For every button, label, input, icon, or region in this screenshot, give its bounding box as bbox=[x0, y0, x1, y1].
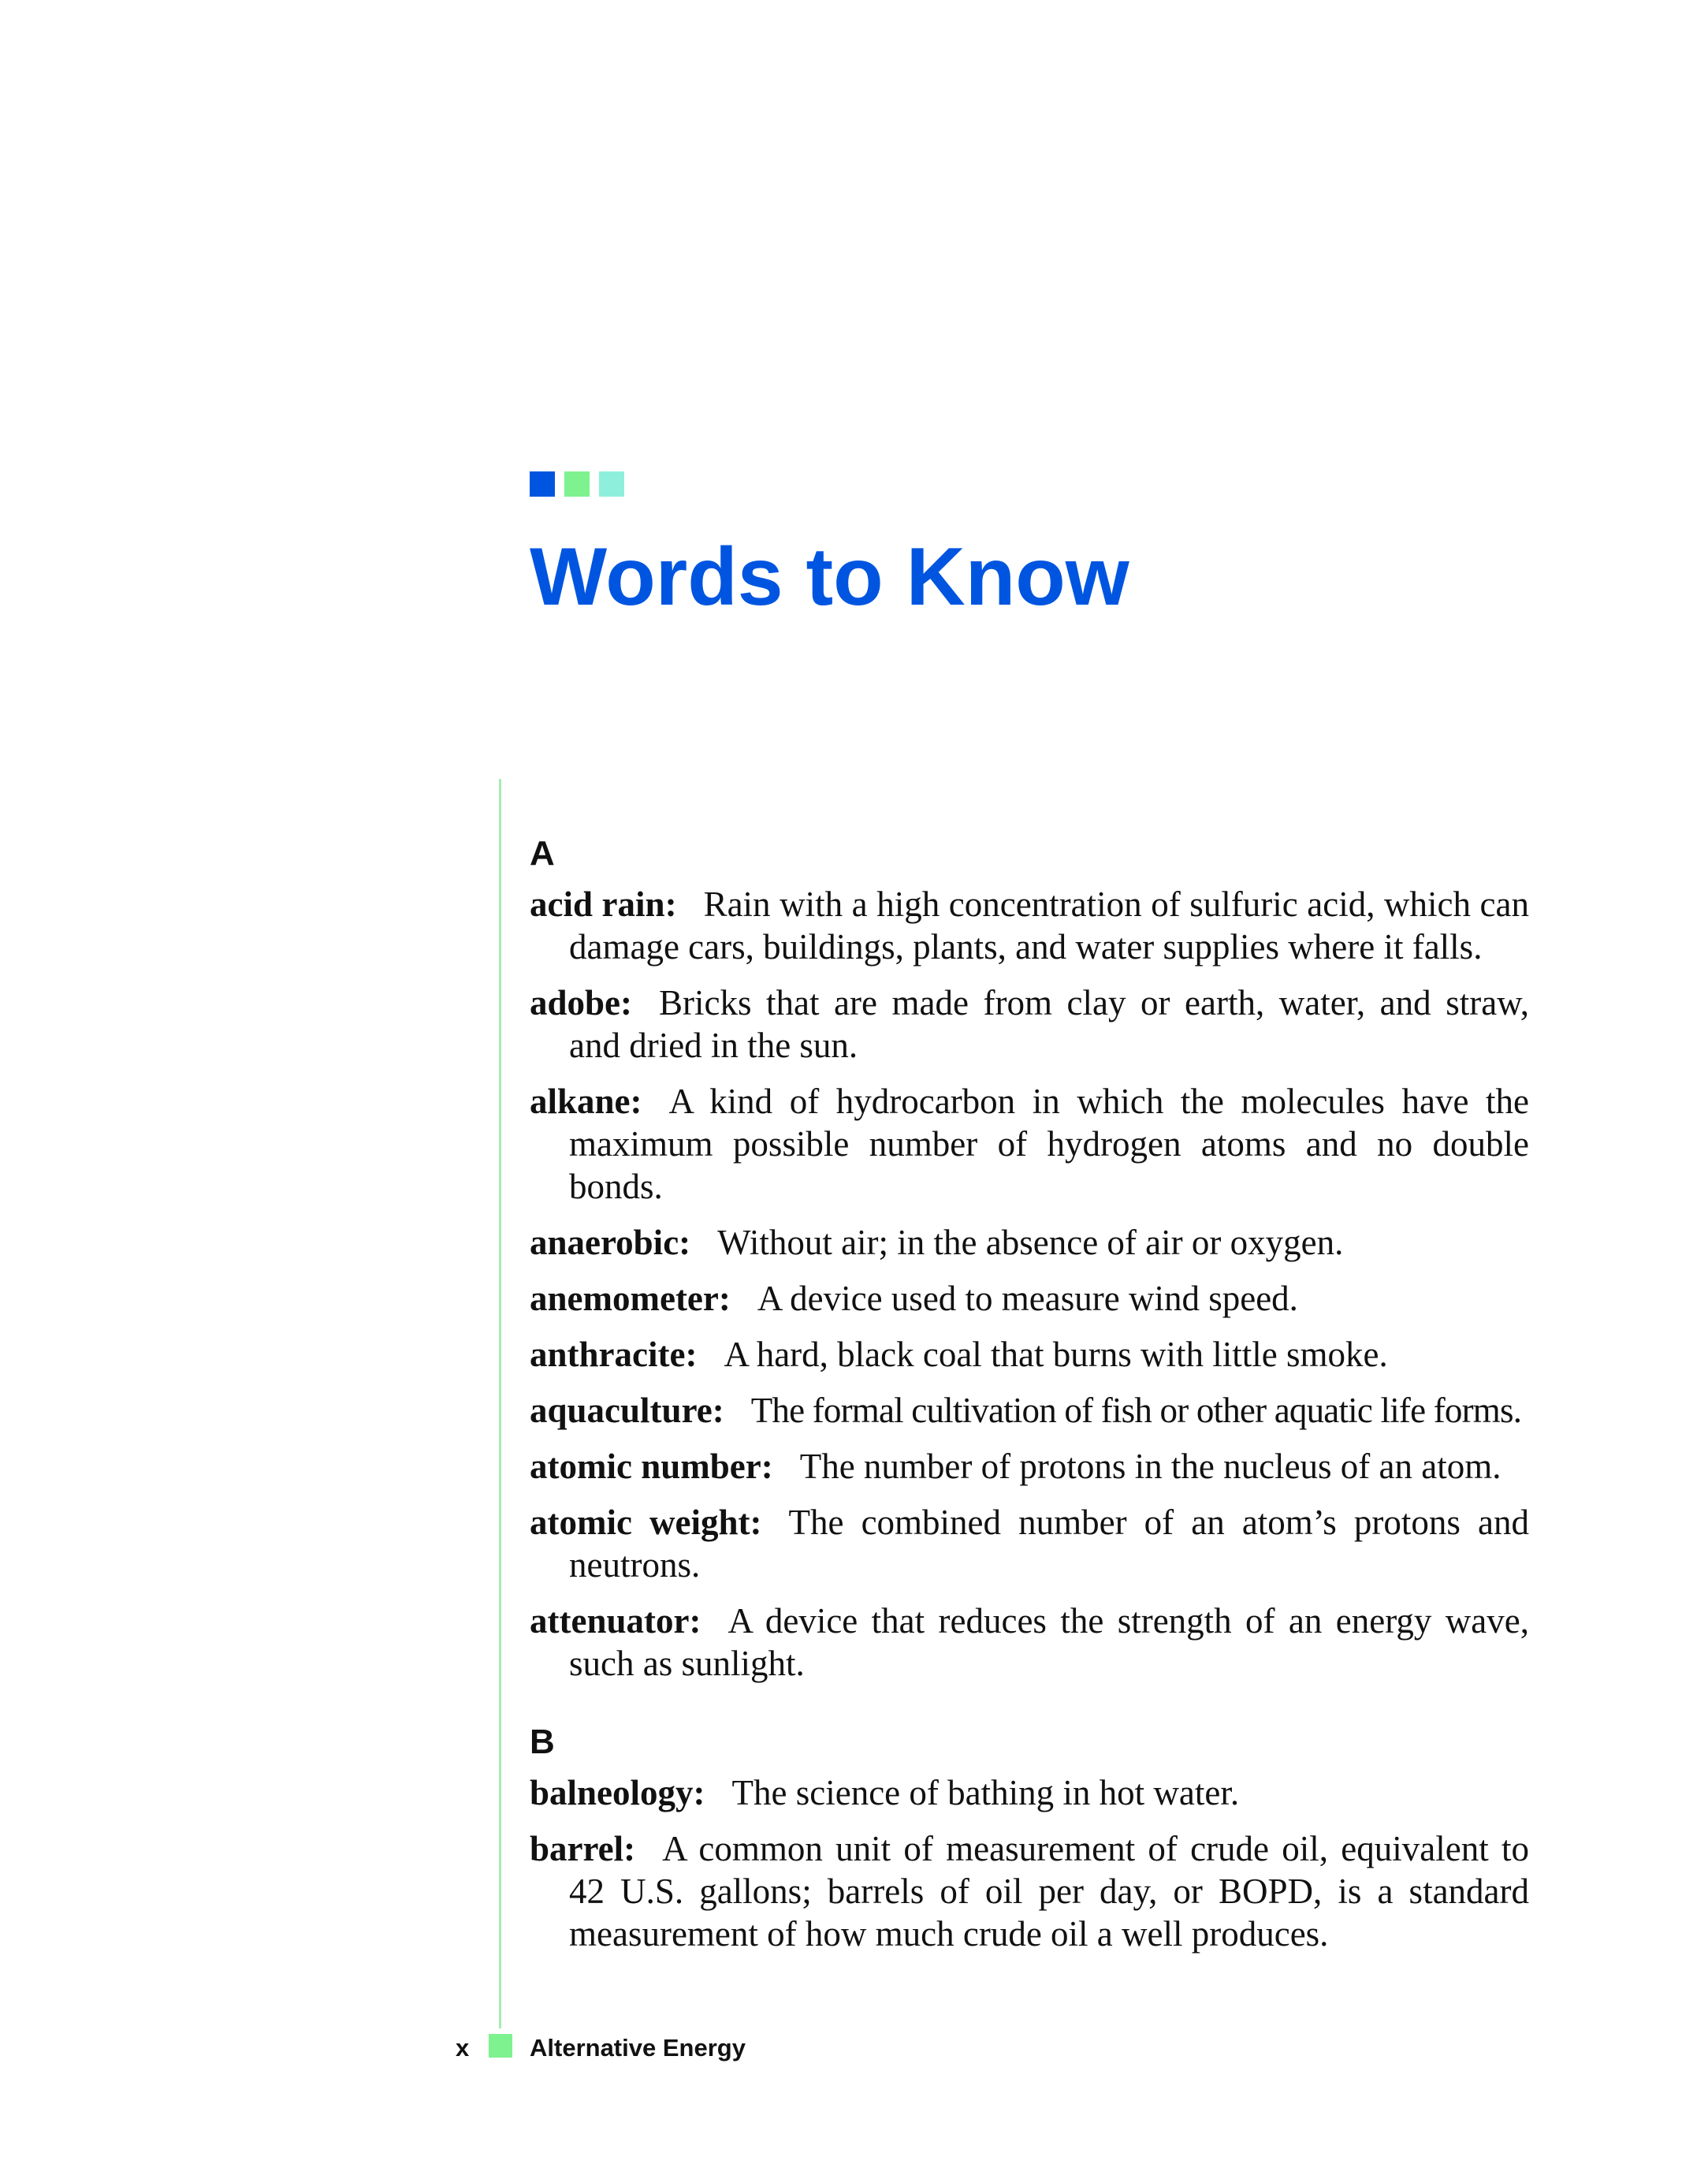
glossary-definition: The combined number of an atom’s protons and neutrons. bbox=[569, 1503, 1529, 1585]
glossary-definition: Bricks that are made from clay or earth, water, and straw, and dried in the sun. bbox=[569, 983, 1529, 1065]
green-square-icon bbox=[564, 471, 590, 497]
glossary-entry bbox=[530, 1445, 1529, 1488]
glossary-definition: The number of protons in the nucleus of an atom. bbox=[799, 1447, 1501, 1486]
glossary-entry bbox=[530, 981, 1529, 1067]
glossary-term: aquaculture: bbox=[530, 1391, 724, 1430]
glossary-term: acid rain: bbox=[530, 885, 677, 924]
glossary-entry bbox=[530, 1389, 1529, 1432]
glossary-term: adobe: bbox=[530, 983, 633, 1022]
glossary-term: attenuator: bbox=[530, 1601, 701, 1641]
glossary-term: anaerobic: bbox=[530, 1223, 691, 1262]
glossary-definition: A device that reduces the strength of an energy wave, such as sunlight. bbox=[569, 1601, 1529, 1683]
glossary bbox=[530, 828, 1529, 1969]
glossary-term: atomic weight: bbox=[530, 1503, 762, 1542]
glossary-entry bbox=[530, 1600, 1529, 1685]
glossary-entry bbox=[530, 1827, 1529, 1955]
glossary-definition: A common unit of measurement of crude oil, equivalent to 42 U.S. gallons; barrels of oil per day, or BOPD, is a standard measurement of how much crude oil a well produces. bbox=[569, 1829, 1529, 1954]
glossary-term: anemometer: bbox=[530, 1279, 731, 1318]
glossary-definition: The science of bathing in hot water. bbox=[731, 1773, 1240, 1812]
glossary-definition: A kind of hydrocarbon in which the molecules have the maximum possible number of hydrogen atoms and no double bonds. bbox=[569, 1082, 1529, 1206]
blue-square-icon bbox=[530, 471, 555, 497]
section-letter: A bbox=[530, 834, 555, 873]
glossary-definition: The formal cultivation of fish or other aquatic life forms. bbox=[750, 1391, 1522, 1430]
glossary-definition: Rain with a high concentration of sulfuric acid, which can damage cars, buildings, plants, and water supplies where it falls. bbox=[569, 885, 1530, 967]
running-title: Alternative Energy bbox=[530, 2034, 746, 2062]
glossary-term: balneology: bbox=[530, 1773, 705, 1812]
glossary-term: alkane: bbox=[530, 1082, 642, 1121]
glossary-entry bbox=[530, 1333, 1529, 1376]
glossary-term: anthracite: bbox=[530, 1335, 698, 1374]
page-number: x bbox=[456, 2034, 470, 2062]
glossary-definition: Without air; in the absence of air or oxygen. bbox=[717, 1223, 1344, 1262]
glossary-term: atomic number: bbox=[530, 1447, 773, 1486]
glossary-definition: A hard, black coal that burns with little smoke. bbox=[724, 1335, 1388, 1374]
glossary-entry bbox=[530, 1277, 1529, 1320]
margin-rule bbox=[499, 779, 501, 2028]
page-title: Words to Know bbox=[530, 531, 1129, 623]
glossary-definition: A device used to measure wind speed. bbox=[757, 1279, 1298, 1318]
green-square-icon bbox=[489, 2034, 512, 2058]
glossary-entry bbox=[530, 883, 1529, 968]
section-letter: B bbox=[530, 1723, 555, 1761]
glossary-term: barrel: bbox=[530, 1829, 636, 1868]
glossary-entry bbox=[530, 1080, 1529, 1208]
aqua-square-icon bbox=[599, 471, 624, 497]
glossary-entry bbox=[530, 1771, 1529, 1814]
glossary-entry bbox=[530, 1501, 1529, 1586]
glossary-entry bbox=[530, 1221, 1529, 1264]
